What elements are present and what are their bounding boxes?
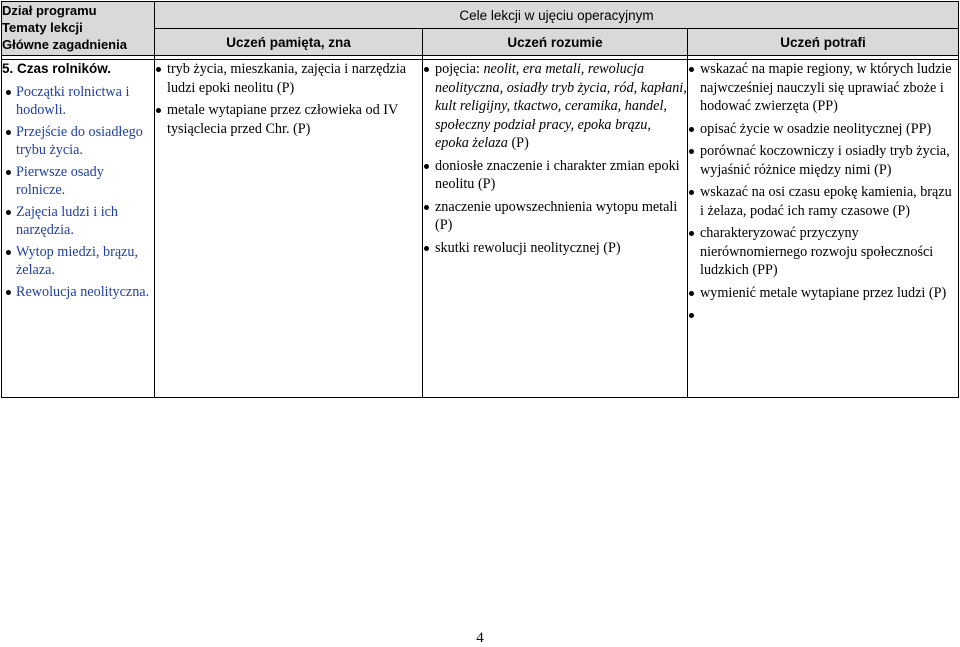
understands-item: doniosłe znaczenie i charakter zmian epoki neolitu (P) — [423, 157, 687, 194]
understands-item: skutki rewolucji neolitycznej (P) — [423, 239, 687, 258]
understands-item: znaczenie upowszechnienia wytopu metali (P) — [423, 198, 687, 235]
can-item: wskazać na mapie regiony, w których ludzie najwcześniej nauczyli się uprawiać zboże i hodować zwierzęta (PP) — [688, 60, 958, 116]
section-title: 5. Czas rolników. — [2, 61, 112, 76]
understands-cell — [423, 60, 688, 398]
header-row-top — [2, 2, 959, 29]
remembers-cell — [155, 60, 423, 398]
content-row — [2, 60, 959, 398]
topic-item: Początki rolnictwa i hodowli. — [5, 83, 154, 120]
can-item: porównać koczowniczy i osiadły tryb życia, wyjaśnić różnice między nimi (P) — [688, 142, 958, 179]
can-item: wskazać na osi czasu epokę kamienia, brązu i żelaza, podać ich ramy czasowe (P) — [688, 183, 958, 220]
remembers-item: metale wytapiane przez człowieka od IV tysiąclecia przed Chr. (P) — [155, 101, 422, 138]
can-list — [688, 60, 958, 322]
remembers-list — [155, 60, 422, 138]
remembers-item: tryb życia, mieszkania, zajęcia i narzędzia ludzi epoki neolitu (P) — [155, 60, 422, 97]
header-topics-label: Tematy lekcji — [2, 20, 83, 35]
topic-item: Pierwsze osady rolnicze. — [5, 163, 154, 200]
can-item: opisać życie w osadzie neolitycznej (PP) — [688, 120, 958, 139]
section-cell — [2, 60, 155, 398]
header-col-remembers: Uczeń pamięta, zna — [155, 29, 423, 56]
topic-item: Zajęcia ludzi i ich narzędzia. — [5, 203, 154, 240]
can-item: charakteryzować przyczyny nierównomiernego rozwoju społeczności ludzkich (PP) — [688, 224, 958, 280]
header-col-can: Uczeń potrafi — [688, 29, 959, 56]
concepts-terms: neolit, era metali, rewolucja neolityczna, osiadły tryb życia, ród, kapłani, kult religijny, tkactwo, ceramika, handel, społeczny podział pracy, epoka brązu, epoka żelaza — [435, 61, 687, 151]
topics-list — [2, 83, 154, 302]
can-cell — [688, 60, 959, 398]
page-number: 4 — [476, 630, 484, 646]
can-item: wymienić metale wytapiane przez ludzi (P) — [688, 284, 958, 303]
header-program-label: Dział programu — [2, 3, 97, 18]
header-objectives-title: Cele lekcji w ujęciu operacyjnym — [155, 2, 959, 29]
header-issues-label: Główne zagadnienia — [2, 37, 127, 52]
curriculum-table — [1, 1, 959, 398]
concepts-suffix: (P) — [507, 135, 529, 151]
topic-item: Wytop miedzi, brązu, żelaza. — [5, 243, 154, 280]
topic-item: Rewolucja neolityczna. — [5, 283, 154, 302]
can-item-empty — [688, 306, 958, 322]
topic-item: Przejście do osiadłego trybu życia. — [5, 123, 154, 160]
header-col-understands: Uczeń rozumie — [423, 29, 688, 56]
understands-list — [423, 60, 687, 257]
understands-concepts-item — [423, 60, 687, 153]
header-program-cell — [2, 2, 155, 56]
concepts-prefix: pojęcia: — [435, 61, 484, 77]
